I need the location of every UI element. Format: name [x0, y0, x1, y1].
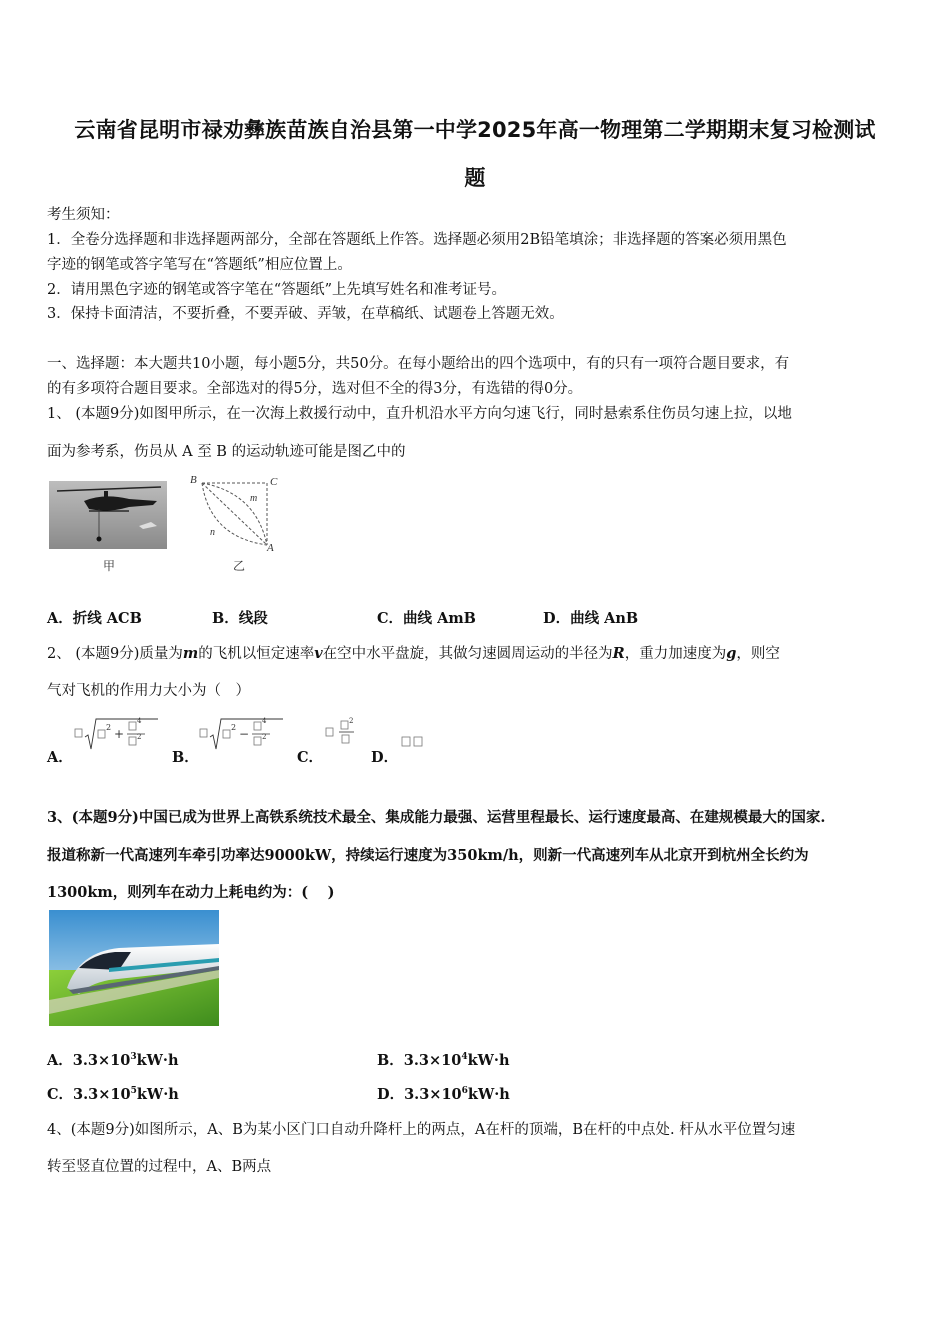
notice-heading: 考生须知：	[47, 207, 120, 223]
svg-text:4: 4	[262, 717, 267, 725]
point-c-label: C	[270, 476, 278, 488]
curve-m-label: m	[250, 493, 258, 504]
q1-option-b[interactable]: B．线段	[212, 610, 268, 627]
section-intro: 一、选择题：本大题共10小题，每小题5分，共50分。在每小题给出的四个选项中，有的只有一项符合题目要求，有	[47, 356, 790, 372]
svg-text:+: +	[114, 727, 125, 741]
q3-option-b[interactable]: B．$3.3\times 10^4kW\cdot h$	[377, 1052, 510, 1069]
curve-n-label: n	[210, 527, 215, 538]
svg-text:2: 2	[137, 733, 142, 741]
question-3-text: 报道称新一代高速列车牵引功率达9000kW，持续运行速度为350km/h，则新一代高速列车从北京开到杭州全长约为	[47, 847, 809, 864]
q2-option-b[interactable]: B．	[172, 749, 199, 766]
svg-text:4: 4	[137, 717, 142, 725]
figure-label-yi: 乙	[233, 559, 246, 573]
question-3-text: 3、(本题9分)中国已成为世界上高铁系统技术最全、集成能力最强、运营里程最长、运行速度最高、在建规模最大的国家.	[47, 809, 826, 826]
q1-option-d[interactable]: D．曲线 AnB	[543, 610, 639, 627]
trajectory-diagram	[188, 471, 283, 551]
question-4-text: 4、(本题9分)如图所示，A、B为某小区门口自动升降杆上的两点，A在杆的顶端，B在杆的中点处. 杆从水平位置匀速	[47, 1122, 796, 1138]
q3-option-c[interactable]: C．$3.3\times 10^5kW\cdot h$	[47, 1086, 179, 1103]
point-a-label: A	[267, 542, 274, 551]
q1-option-c[interactable]: C．曲线 AmB	[377, 610, 476, 627]
notice-item: 字迹的钢笔或答字笔写在“答题纸”相应位置上。	[47, 257, 352, 273]
notice-item: 1．全卷分选择题和非选择题两部分，全部在答题纸上作答。选择题必须用2B铅笔填涂；非选择题的答案必须用黑色	[47, 232, 787, 248]
question-2-text: 2、 (本题9分)质量为m的飞机以恒定速率v在空中水平盘旋，其做匀速圆周运动的半径为R，重力加速度为g，则空	[47, 645, 780, 662]
q2-option-d[interactable]: D．	[371, 749, 399, 766]
svg-text:2: 2	[231, 723, 237, 732]
q2-option-b-formula	[199, 717, 285, 753]
svg-text:2: 2	[262, 733, 267, 741]
train-photo	[49, 910, 219, 1026]
q2-option-a-formula	[74, 717, 160, 753]
svg-text:−: −	[239, 727, 250, 741]
helicopter-photo	[49, 481, 167, 549]
question-1-text: 面为参考系，伤员从 A 至 B 的运动轨迹可能是图乙中的	[47, 444, 406, 460]
notice-item: 2．请用黑色字迹的钢笔或答字笔在“答题纸”上先填写姓名和准考证号。	[47, 282, 507, 298]
q3-option-d[interactable]: D．$3.3\times 10^6kW\cdot h$	[377, 1086, 510, 1103]
q2-option-d-formula	[400, 735, 430, 749]
svg-text:2: 2	[349, 717, 354, 725]
notice-item: 3．保持卡面清洁，不要折叠，不要弄破、弄皱，在草稿纸、试题卷上答题无效。	[47, 306, 564, 322]
section-intro: 的有多项符合题目要求。全部选对的得5分，选对但不全的得3分，有选错的得0分。	[47, 381, 583, 397]
question-2-text: 气对飞机的作用力大小为（ ）	[47, 683, 250, 699]
page-title: 云南省昆明市禄劝彝族苗族自治县第一中学2025年高一物理第二学期期末复习检测试	[74, 118, 876, 142]
question-4-text: 转至竖直位置的过程中，A、B两点	[47, 1159, 272, 1175]
q3-option-a[interactable]: A．$3.3\times 10^3kW\cdot h$	[47, 1052, 179, 1069]
page-title-continued: 题	[464, 166, 486, 190]
question-3-text: 1300km，则列车在动力上耗电约为：( )	[47, 884, 335, 901]
question-1-text: 1、 (本题9分)如图甲所示，在一次海上救援行动中，直升机沿水平方向匀速飞行，同时悬索系住伤员匀速上拉，以地	[47, 406, 792, 422]
point-b-label: B	[190, 474, 197, 486]
svg-text:2: 2	[106, 723, 112, 732]
figure-label-jia: 甲	[103, 559, 116, 573]
q2-option-a[interactable]: A．	[47, 749, 73, 766]
q2-option-c[interactable]: C．	[297, 749, 324, 766]
q1-option-a[interactable]: A．折线 ACB	[47, 610, 142, 627]
q2-option-c-formula	[324, 717, 360, 753]
